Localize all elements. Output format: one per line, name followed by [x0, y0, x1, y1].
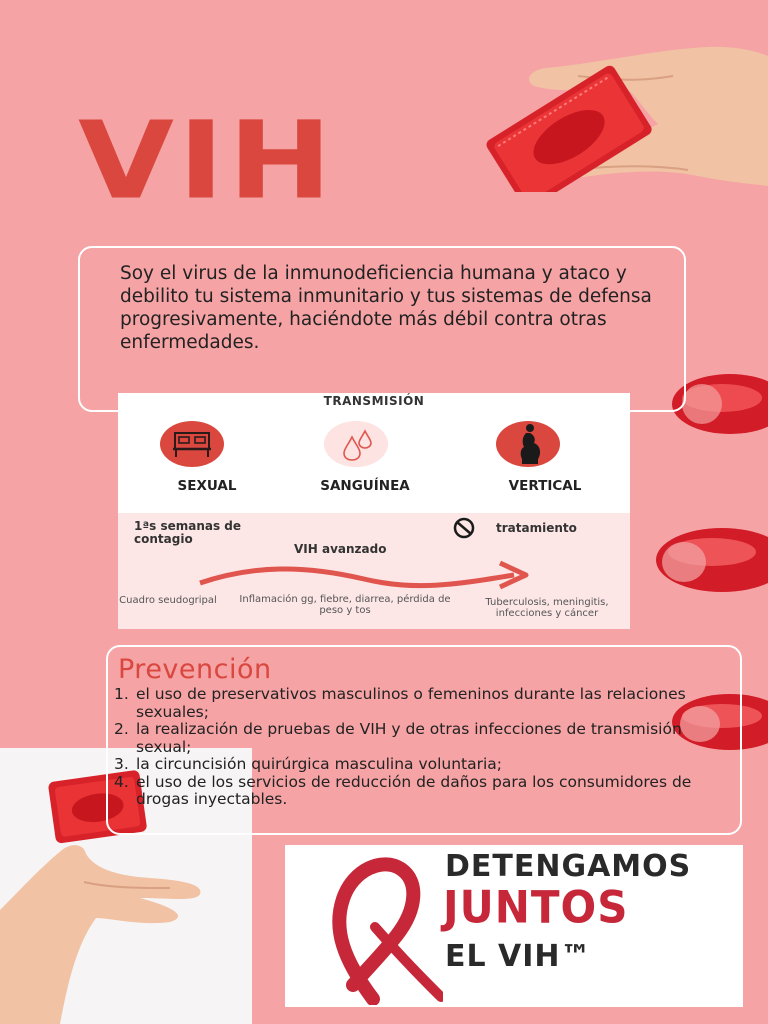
advanced-hiv-label: VIH avanzado	[294, 542, 387, 556]
stage-early-text: Cuadro seudogripal	[119, 595, 217, 606]
campaign-banner	[285, 845, 743, 1007]
prevention-title: Prevención	[118, 654, 272, 685]
prevention-item-number: 3.	[114, 755, 129, 773]
no-treatment-label: tratamiento	[496, 521, 577, 535]
prevention-item-text: la realización de pruebas de VIH y de otras infecciones de transmisión sexual;	[136, 720, 682, 756]
stage-mid-text: Inflamación gg, fiebre, diarrea, pérdida de peso y tos	[239, 594, 451, 616]
prevention-item-number: 1.	[114, 685, 129, 703]
progression-arrow-icon	[194, 557, 534, 597]
prevention-item	[114, 756, 734, 774]
banner-line-1: DETENGAMOS	[445, 849, 692, 884]
prevention-item	[114, 774, 734, 809]
banner-line-2: JUNTOS	[443, 881, 629, 934]
condom-right-1-image	[672, 368, 768, 442]
transmission-panel	[118, 393, 630, 629]
stage-late-text: Tuberculosis, meningitis, infecciones y cáncer	[485, 597, 609, 619]
no-symbol-icon	[446, 517, 482, 539]
prevention-item	[114, 686, 734, 721]
mode-label-sanguinea: SANGUÍNEA	[320, 478, 410, 494]
bed-icon	[172, 429, 212, 459]
intro-box	[78, 246, 686, 412]
prevention-item-text: la circuncisión quirúrgica masculina voluntaria;	[136, 755, 503, 773]
prevention-item-number: 2.	[114, 720, 129, 738]
prevention-item-number: 4.	[114, 772, 129, 791]
pregnant-woman-icon	[516, 423, 544, 465]
red-ribbon-icon	[313, 849, 443, 1005]
mode-label-vertical: VERTICAL	[508, 478, 582, 494]
prevention-item-text: el uso de preservativos masculinos o femeninos durante las relaciones sexuales;	[136, 685, 686, 721]
first-weeks-label: 1ªs semanas de contagio	[134, 519, 242, 546]
blood-drops-icon	[340, 427, 374, 461]
mode-label-sexual: SEXUAL	[177, 478, 237, 494]
transmission-heading: TRANSMISIÓN	[323, 394, 425, 408]
banner-line-3: EL VIH™	[445, 939, 592, 974]
intro-text: Soy el virus de la inmunodeficiencia humana y ataco y debilito tu sistema inmunitario y tus sistemas de defensa progresivamente, haciéndote más débil contra otras enfermedades.	[120, 263, 652, 353]
page-title: VIH	[78, 99, 336, 224]
prevention-item	[114, 721, 734, 756]
condom-right-2-image	[656, 522, 768, 598]
prevention-list	[114, 686, 734, 809]
prevention-item-text: el uso de los servicios de reducción de daños para los consumidores de drogas inyectables.	[136, 772, 692, 808]
hand-holding-condom-image	[468, 36, 768, 192]
